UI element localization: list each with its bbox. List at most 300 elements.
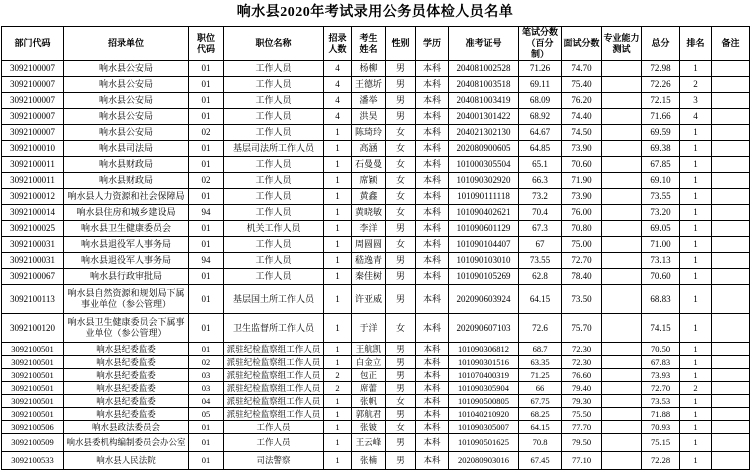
cell-gender: 女	[386, 173, 416, 189]
cell-edu: 本科	[416, 237, 449, 253]
cell-dept-code: 3092100501	[2, 382, 64, 395]
cell-written: 67.75	[519, 395, 562, 408]
cell-name: 席蕾	[352, 382, 386, 395]
cell-name: 潘举	[352, 93, 386, 109]
cell-edu: 本科	[416, 157, 449, 173]
cell-pos-name: 工作人员	[224, 205, 324, 221]
cell-quota: 1	[324, 141, 352, 157]
cell-unit: 响水县人力资源和社会保障局	[64, 189, 189, 205]
cell-pos-code: 03	[189, 369, 224, 382]
cell-rank: 1	[680, 356, 712, 369]
cell-written: 69.11	[519, 77, 562, 93]
cell-gender: 女	[386, 421, 416, 434]
cell-remark	[712, 77, 750, 93]
cell-name: 王航凯	[352, 343, 386, 356]
table-row	[2, 421, 750, 434]
cell-quota: 1	[324, 285, 352, 314]
cell-dept-code: 3092100501	[2, 343, 64, 356]
cell-pos-name: 工作人员	[224, 61, 324, 77]
cell-quota: 1	[324, 408, 352, 421]
cell-pos-code: 01	[189, 343, 224, 356]
table-row	[2, 452, 750, 470]
cell-gender: 男	[386, 93, 416, 109]
cell-gender: 女	[386, 314, 416, 343]
cell-ticket: 101090104407	[449, 237, 519, 253]
cell-edu: 本科	[416, 93, 449, 109]
cell-prof-test	[602, 205, 642, 221]
cell-gender: 女	[386, 141, 416, 157]
cell-gender: 女	[386, 189, 416, 205]
cell-unit: 响水县政法委员会	[64, 421, 189, 434]
cell-written: 67.3	[519, 221, 562, 237]
cell-name: 嵇逸青	[352, 253, 386, 269]
cell-interview: 75.70	[562, 314, 602, 343]
cell-prof-test	[602, 434, 642, 452]
cell-pos-code: 01	[189, 109, 224, 125]
cell-pos-code: 01	[189, 285, 224, 314]
cell-rank: 1	[680, 61, 712, 77]
table-row	[2, 382, 750, 395]
cell-edu: 本科	[416, 221, 449, 237]
cell-edu: 本科	[416, 125, 449, 141]
cell-pos-code: 01	[189, 452, 224, 470]
cell-name: 于洋	[352, 314, 386, 343]
cell-prof-test	[602, 395, 642, 408]
page-title: 响水县2020年考试录用公务员体检人员名单	[236, 5, 514, 20]
cell-gender: 女	[386, 395, 416, 408]
cell-pos-code: 01	[189, 61, 224, 77]
cell-total: 73.20	[642, 205, 680, 221]
cell-rank: 1	[680, 237, 712, 253]
cell-unit: 响水县纪委监委	[64, 369, 189, 382]
table-row	[2, 434, 750, 452]
cell-total: 73.55	[642, 189, 680, 205]
cell-rank: 1	[680, 221, 712, 237]
cell-pos-name: 工作人员	[224, 77, 324, 93]
cell-written: 73.55	[519, 253, 562, 269]
cell-unit: 响水县财政局	[64, 173, 189, 189]
cell-ticket: 101090402621	[449, 205, 519, 221]
cell-interview: 74.50	[562, 125, 602, 141]
cell-edu: 本科	[416, 452, 449, 470]
cell-written: 71.25	[519, 369, 562, 382]
cell-gender: 男	[386, 369, 416, 382]
cell-dept-code: 3092100007	[2, 109, 64, 125]
cell-prof-test	[602, 253, 642, 269]
cell-ticket: 101000305504	[449, 157, 519, 173]
cell-pos-name: 工作人员	[224, 157, 324, 173]
cell-rank: 1	[680, 157, 712, 173]
cell-unit: 响水县公安局	[64, 125, 189, 141]
cell-remark	[712, 285, 750, 314]
cell-written: 70.4	[519, 205, 562, 221]
cell-name: 黄鑫	[352, 189, 386, 205]
cell-ticket: 101090306812	[449, 343, 519, 356]
cell-prof-test	[602, 369, 642, 382]
cell-quota: 1	[324, 421, 352, 434]
cell-name: 石曼曼	[352, 157, 386, 173]
cell-total: 71.88	[642, 408, 680, 421]
cell-name: 黄晓敏	[352, 205, 386, 221]
cell-dept-code: 3092100113	[2, 285, 64, 314]
cell-prof-test	[602, 157, 642, 173]
cell-quota: 2	[324, 382, 352, 395]
cell-pos-code: 94	[189, 205, 224, 221]
cell-total: 67.83	[642, 356, 680, 369]
cell-unit: 响水县行政审批局	[64, 269, 189, 285]
cell-unit: 响水县委机构编制委员会办公室	[64, 434, 189, 452]
cell-interview: 75.00	[562, 237, 602, 253]
cell-remark	[712, 125, 750, 141]
cell-pos-name: 派驻纪检监察组工作人员	[224, 382, 324, 395]
cell-pos-code: 01	[189, 189, 224, 205]
cell-quota: 1	[324, 157, 352, 173]
cell-gender: 男	[386, 221, 416, 237]
cell-unit: 响水县公安局	[64, 109, 189, 125]
cell-total: 72.28	[642, 452, 680, 470]
cell-total: 73.13	[642, 253, 680, 269]
cell-pos-name: 卫生监督所工作人员	[224, 314, 324, 343]
cell-written: 72.6	[519, 314, 562, 343]
cell-total: 72.15	[642, 93, 680, 109]
cell-remark	[712, 421, 750, 434]
header-quota: 招录 人数	[324, 27, 352, 61]
cell-total: 71.00	[642, 237, 680, 253]
cell-unit: 响水县财政局	[64, 157, 189, 173]
cell-quota: 2	[324, 369, 352, 382]
cell-total: 73.93	[642, 369, 680, 382]
cell-gender: 男	[386, 356, 416, 369]
cell-remark	[712, 356, 750, 369]
cell-unit: 响水县卫生健康委员会	[64, 221, 189, 237]
cell-interview: 72.30	[562, 343, 602, 356]
cell-pos-code: 01	[189, 93, 224, 109]
cell-pos-code: 01	[189, 141, 224, 157]
cell-ticket: 101090305904	[449, 382, 519, 395]
cell-pos-name: 机关工作人员	[224, 221, 324, 237]
cell-pos-name: 派驻纪检监察组工作人员	[224, 356, 324, 369]
table-row	[2, 125, 750, 141]
cell-pos-code: 94	[189, 253, 224, 269]
cell-pos-name: 工作人员	[224, 109, 324, 125]
cell-edu: 本科	[416, 173, 449, 189]
cell-gender: 男	[386, 285, 416, 314]
cell-ticket: 101090301516	[449, 356, 519, 369]
cell-name: 张楠	[352, 452, 386, 470]
cell-dept-code: 3092100509	[2, 434, 64, 452]
cell-edu: 本科	[416, 77, 449, 93]
cell-quota: 1	[324, 356, 352, 369]
cell-prof-test	[602, 237, 642, 253]
header-pos-code: 职位 代码	[189, 27, 224, 61]
cell-ticket: 101090302920	[449, 173, 519, 189]
cell-name: 席颖	[352, 173, 386, 189]
cell-total: 69.59	[642, 125, 680, 141]
cell-quota: 1	[324, 395, 352, 408]
cell-interview: 79.30	[562, 395, 602, 408]
table-row	[2, 343, 750, 356]
table-row	[2, 141, 750, 157]
header-edu: 学历	[416, 27, 449, 61]
cell-prof-test	[602, 141, 642, 157]
cell-dept-code: 3092100007	[2, 61, 64, 77]
cell-unit: 响水县纪委监委	[64, 343, 189, 356]
cell-edu: 本科	[416, 269, 449, 285]
table-row	[2, 221, 750, 237]
cell-prof-test	[602, 285, 642, 314]
cell-remark	[712, 157, 750, 173]
cell-ticket: 101070400319	[449, 369, 519, 382]
cell-written: 66.3	[519, 173, 562, 189]
cell-pos-code: 01	[189, 314, 224, 343]
cell-quota: 1	[324, 269, 352, 285]
cell-gender: 女	[386, 205, 416, 221]
cell-remark	[712, 269, 750, 285]
cell-interview: 76.00	[562, 205, 602, 221]
cell-edu: 本科	[416, 141, 449, 157]
cell-remark	[712, 173, 750, 189]
cell-gender: 男	[386, 269, 416, 285]
cell-interview: 75.40	[562, 77, 602, 93]
cell-prof-test	[602, 61, 642, 77]
cell-prof-test	[602, 189, 642, 205]
cell-edu: 本科	[416, 109, 449, 125]
cell-pos-name: 工作人员	[224, 93, 324, 109]
cell-unit: 响水县退役军人事务局	[64, 253, 189, 269]
cell-quota: 1	[324, 314, 352, 343]
table-row	[2, 253, 750, 269]
cell-interview: 78.40	[562, 269, 602, 285]
cell-quota: 1	[324, 434, 352, 452]
table-row	[2, 77, 750, 93]
cell-interview: 70.80	[562, 221, 602, 237]
table-header-row	[2, 27, 750, 61]
cell-edu: 本科	[416, 205, 449, 221]
cell-prof-test	[602, 173, 642, 189]
cell-rank: 1	[680, 141, 712, 157]
cell-remark	[712, 395, 750, 408]
table-row	[2, 61, 750, 77]
cell-written: 68.25	[519, 408, 562, 421]
cell-pos-code: 01	[189, 157, 224, 173]
cell-unit: 响水县司法局	[64, 141, 189, 157]
cell-rank: 1	[680, 369, 712, 382]
table-row	[2, 189, 750, 205]
cell-edu: 本科	[416, 369, 449, 382]
header-dept-code: 部门代码	[2, 27, 64, 61]
table-row	[2, 173, 750, 189]
cell-total: 72.26	[642, 77, 680, 93]
cell-edu: 本科	[416, 382, 449, 395]
cell-dept-code: 3092100501	[2, 356, 64, 369]
cell-rank: 1	[680, 395, 712, 408]
cell-interview: 73.90	[562, 141, 602, 157]
cell-gender: 男	[386, 61, 416, 77]
cell-written: 64.15	[519, 285, 562, 314]
header-unit: 招录单位	[64, 27, 189, 61]
cell-quota: 1	[324, 221, 352, 237]
cell-prof-test	[602, 221, 642, 237]
cell-unit: 响水县住房和城乡建设局	[64, 205, 189, 221]
cell-gender: 男	[386, 343, 416, 356]
cell-rank: 1	[680, 285, 712, 314]
cell-ticket: 101090105269	[449, 269, 519, 285]
cell-remark	[712, 93, 750, 109]
cell-name: 白金立	[352, 356, 386, 369]
cell-pos-code: 02	[189, 173, 224, 189]
cell-total: 70.60	[642, 269, 680, 285]
cell-prof-test	[602, 382, 642, 395]
cell-written: 67	[519, 237, 562, 253]
cell-ticket: 202090607103	[449, 314, 519, 343]
cell-ticket: 101090501625	[449, 434, 519, 452]
cell-written: 67.45	[519, 452, 562, 470]
cell-remark	[712, 434, 750, 452]
cell-pos-code: 01	[189, 269, 224, 285]
cell-edu: 本科	[416, 61, 449, 77]
table-row	[2, 237, 750, 253]
cell-unit: 响水县公安局	[64, 61, 189, 77]
cell-prof-test	[602, 343, 642, 356]
cell-total: 70.93	[642, 421, 680, 434]
cell-rank: 1	[680, 314, 712, 343]
cell-unit: 响水县纪委监委	[64, 382, 189, 395]
cell-interview: 74.40	[562, 109, 602, 125]
cell-total: 72.98	[642, 61, 680, 77]
cell-quota: 1	[324, 125, 352, 141]
cell-rank: 3	[680, 93, 712, 109]
cell-rank: 1	[680, 253, 712, 269]
cell-pos-name: 工作人员	[224, 237, 324, 253]
cell-pos-code: 04	[189, 395, 224, 408]
cell-pos-name: 工作人员	[224, 421, 324, 434]
cell-total: 74.15	[642, 314, 680, 343]
cell-remark	[712, 382, 750, 395]
cell-interview: 77.10	[562, 452, 602, 470]
cell-interview: 75.50	[562, 408, 602, 421]
cell-remark	[712, 221, 750, 237]
cell-ticket: 202080900605	[449, 141, 519, 157]
cell-prof-test	[602, 269, 642, 285]
cell-quota: 4	[324, 61, 352, 77]
cell-name: 高涵	[352, 141, 386, 157]
cell-prof-test	[602, 356, 642, 369]
cell-name: 洪昊	[352, 109, 386, 125]
cell-pos-name: 工作人员	[224, 253, 324, 269]
cell-dept-code: 3092100007	[2, 77, 64, 93]
cell-name: 秦佳树	[352, 269, 386, 285]
cell-remark	[712, 408, 750, 421]
cell-written: 68.7	[519, 343, 562, 356]
cell-edu: 本科	[416, 285, 449, 314]
cell-rank: 1	[680, 434, 712, 452]
cell-written: 63.35	[519, 356, 562, 369]
cell-pos-name: 工作人员	[224, 434, 324, 452]
cell-name: 周圆圆	[352, 237, 386, 253]
table-row	[2, 205, 750, 221]
header-pos-name: 职位名称	[224, 27, 324, 61]
cell-gender: 男	[386, 408, 416, 421]
cell-total: 70.50	[642, 343, 680, 356]
cell-total: 69.38	[642, 141, 680, 157]
cell-dept-code: 3092100533	[2, 452, 64, 470]
table-row	[2, 356, 750, 369]
cell-edu: 本科	[416, 314, 449, 343]
cell-pos-code: 01	[189, 237, 224, 253]
cell-remark	[712, 141, 750, 157]
cell-rank: 2	[680, 77, 712, 93]
cell-name: 杨柳	[352, 61, 386, 77]
cell-quota: 1	[324, 189, 352, 205]
cell-pos-name: 派驻纪检监察组工作人员	[224, 408, 324, 421]
cell-ticket: 101090305007	[449, 421, 519, 434]
cell-quota: 4	[324, 77, 352, 93]
cell-rank: 1	[680, 189, 712, 205]
cell-rank: 1	[680, 421, 712, 434]
header-total: 总分	[642, 27, 680, 61]
cell-written: 68.09	[519, 93, 562, 109]
cell-rank: 2	[680, 382, 712, 395]
cell-written: 64.15	[519, 421, 562, 434]
cell-dept-code: 3092100012	[2, 189, 64, 205]
cell-remark	[712, 61, 750, 77]
cell-total: 71.66	[642, 109, 680, 125]
cell-written: 64.67	[519, 125, 562, 141]
cell-pos-name: 工作人员	[224, 269, 324, 285]
cell-ticket: 101090103010	[449, 253, 519, 269]
cell-pos-code: 01	[189, 421, 224, 434]
cell-pos-name: 派驻纪检监察组工作人员	[224, 395, 324, 408]
table-row	[2, 285, 750, 314]
cell-dept-code: 3092100031	[2, 253, 64, 269]
header-interview: 面试分数	[562, 27, 602, 61]
cell-dept-code: 3092100501	[2, 408, 64, 421]
cell-pos-code: 02	[189, 125, 224, 141]
cell-edu: 本科	[416, 395, 449, 408]
table-body	[2, 61, 750, 470]
cell-pos-name: 司法警察	[224, 452, 324, 470]
cell-dept-code: 3092100011	[2, 173, 64, 189]
cell-edu: 本科	[416, 421, 449, 434]
cell-quota: 1	[324, 253, 352, 269]
cell-pos-code: 01	[189, 77, 224, 93]
cell-dept-code: 3092100025	[2, 221, 64, 237]
cell-remark	[712, 253, 750, 269]
cell-ticket: 204021302130	[449, 125, 519, 141]
cell-quota: 1	[324, 173, 352, 189]
cell-remark	[712, 369, 750, 382]
cell-rank: 1	[680, 125, 712, 141]
cell-interview: 74.70	[562, 61, 602, 77]
cell-name: 王德圻	[352, 77, 386, 93]
cell-quota: 1	[324, 343, 352, 356]
cell-dept-code: 3092100506	[2, 421, 64, 434]
cell-quota: 1	[324, 205, 352, 221]
cell-unit: 响水县公安局	[64, 77, 189, 93]
cell-unit: 响水县卫生健康委员会下属事业单位（参公管理）	[64, 314, 189, 343]
cell-edu: 本科	[416, 434, 449, 452]
cell-prof-test	[602, 77, 642, 93]
cell-ticket: 202080903016	[449, 452, 519, 470]
cell-unit: 响水县纪委监委	[64, 395, 189, 408]
cell-dept-code: 3092100011	[2, 157, 64, 173]
cell-name: 包正	[352, 369, 386, 382]
cell-interview: 73.90	[562, 189, 602, 205]
cell-gender: 男	[386, 452, 416, 470]
cell-quota: 1	[324, 452, 352, 470]
cell-pos-name: 工作人员	[224, 173, 324, 189]
cell-pos-name: 派驻纪检监察组工作人员	[224, 343, 324, 356]
